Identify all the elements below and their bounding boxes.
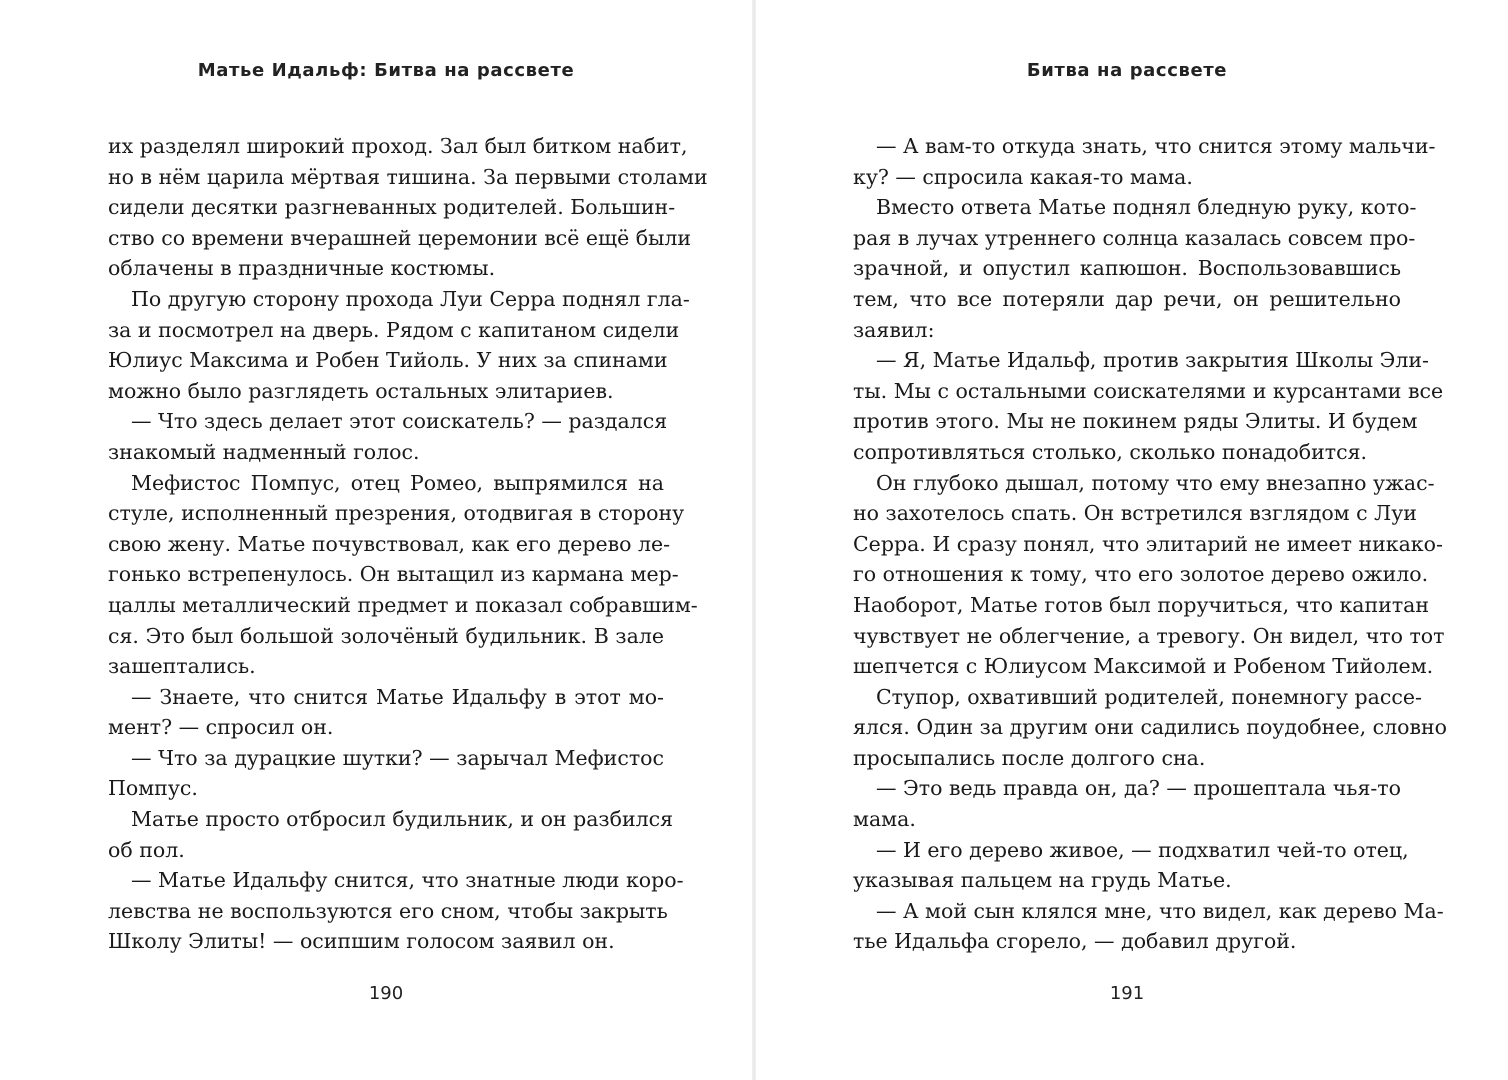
text-line: Школу Элиты! — осипшим голосом заявил он. — [108, 929, 615, 954]
text-line: — Это ведь правда он, да? — прошептала чья-то — [876, 776, 1401, 801]
text-line: за и посмотрел на дверь. Рядом с капитаном сидели — [108, 317, 680, 342]
text-line: рая в лучах утреннего солнца казалась совсем про- — [853, 225, 1416, 250]
text-line: об пол. — [108, 837, 185, 862]
text-line: облачены в праздничные костюмы. — [108, 256, 496, 281]
text-line: ку? — спросила какая-то мама. — [853, 164, 1193, 189]
text-line: го отношения к тому, что его золотое дерево ожило. — [853, 562, 1429, 587]
text-line: ся. Это был большой золочёный будильник. В зале — [108, 623, 664, 648]
left-page — [108, 0, 708, 1080]
text-line: тье Идальфа сгорело, — добавил другой. — [853, 929, 1297, 954]
text-line: указывая пальцем на грудь Матье. — [853, 868, 1232, 893]
text-line: левства не воспользуются его сном, чтобы закрыть — [108, 898, 668, 923]
text-line: но захотелось спать. Он встретился взглядом с Луи — [853, 501, 1417, 526]
text-line: сопротивляться столько, сколько понадобится. — [853, 439, 1368, 464]
text-line: — И его дерево живое, — подхватил чей-то отец, — [876, 837, 1409, 862]
text-line: Он глубоко дышал, потому что ему внезапно ужас- — [876, 470, 1435, 495]
text-line: — А вам-то откуда знать, что снится этому мальчи- — [876, 134, 1436, 158]
text-line: шепчется с Юлиусом Максимой и Робеном Тийолем. — [853, 654, 1434, 679]
text-line: — Что за дурацкие шутки? — зарычал Мефистос — [131, 745, 664, 770]
right-body-text — [853, 131, 1448, 957]
text-line: цаллы металлический предмет и показал собравшим- — [108, 592, 698, 617]
text-line: Матье просто отбросил будильник, и он разбился — [131, 807, 674, 832]
right-page-number: 191 — [1109, 983, 1145, 1004]
text-line: просыпались после долгого сна. — [853, 745, 1206, 770]
text-line: чувствует не облегчение, а тревогу. Он видел, что тот — [853, 623, 1445, 648]
text-line: заявил: — [853, 317, 935, 342]
text-line: ты. Мы с остальными соискателями и курсантами все — [853, 378, 1444, 403]
text-line: зашептались. — [108, 654, 256, 679]
right-page — [853, 0, 1448, 1080]
text-line: — Знаете, что снится Матье Идальфу в этот мо- — [131, 684, 664, 709]
left-body-text — [108, 131, 708, 957]
left-page-number: 190 — [368, 983, 404, 1004]
text-line: Вместо ответа Матье поднял бледную руку, кото- — [876, 195, 1417, 220]
text-line: свою жену. Матье почувствовал, как его дерево ле- — [108, 531, 671, 556]
text-line: их разделял широкий проход. Зал был битком набит, — [108, 134, 688, 158]
text-line: Юлиус Максима и Робен Тийоль. У них за спинами — [108, 348, 668, 373]
text-line: Наоборот, Матье готов был поручиться, что капитан — [853, 592, 1430, 617]
text-line: Ступор, охвативший родителей, понемногу рассе- — [876, 684, 1422, 709]
text-line: — Я, Матье Идальф, против закрытия Школы Эли- — [876, 348, 1429, 373]
text-line: — А мой сын клялся мне, что видел, как дерево Ма- — [876, 898, 1444, 923]
text-line: зрачной, и опустил капюшон. Воспользовавшись — [853, 256, 1401, 281]
text-line: тем, что все потеряли дар речи, он решительно — [853, 286, 1401, 311]
book-gutter — [752, 0, 756, 1080]
text-line: — Матье Идальфу снится, что знатные люди коро- — [131, 868, 684, 893]
text-line: ство со времени вчерашней церемонии всё ещё были — [108, 225, 692, 250]
text-line: знакомый надменный голос. — [108, 439, 420, 464]
text-line: сидели десятки разгневанных родителей. Большин- — [108, 195, 676, 220]
text-line: но в нём царила мёртвая тишина. За первыми столами — [108, 164, 708, 189]
right-running-head: Битва на рассвете — [1026, 60, 1228, 81]
left-running-head: Матье Идальф: Битва на рассвете — [197, 60, 575, 81]
text-line: мент? — спросил он. — [108, 715, 334, 740]
text-line: против этого. Мы не покинем ряды Элиты. И будем — [853, 409, 1418, 434]
text-line: Помпус. — [108, 776, 198, 801]
text-line: мама. — [853, 807, 916, 832]
text-line: можно было разглядеть остальных элитариев. — [108, 378, 614, 403]
text-line: ялся. Один за другим они садились поудобнее, словно — [853, 715, 1448, 740]
text-line: — Что здесь делает этот соискатель? — раздался — [131, 409, 668, 434]
text-line: По другую сторону прохода Луи Серра поднял гла- — [131, 286, 690, 311]
text-line: Мефистос Помпус, отец Ромео, выпрямился на — [131, 470, 664, 495]
text-line: стуле, исполненный презрения, отодвигая в сторону — [108, 501, 685, 526]
text-line: Серра. И сразу понял, что элитарий не имеет никако- — [853, 531, 1443, 556]
text-line: гонько встрепенулось. Он вытащил из кармана мер- — [108, 562, 679, 587]
